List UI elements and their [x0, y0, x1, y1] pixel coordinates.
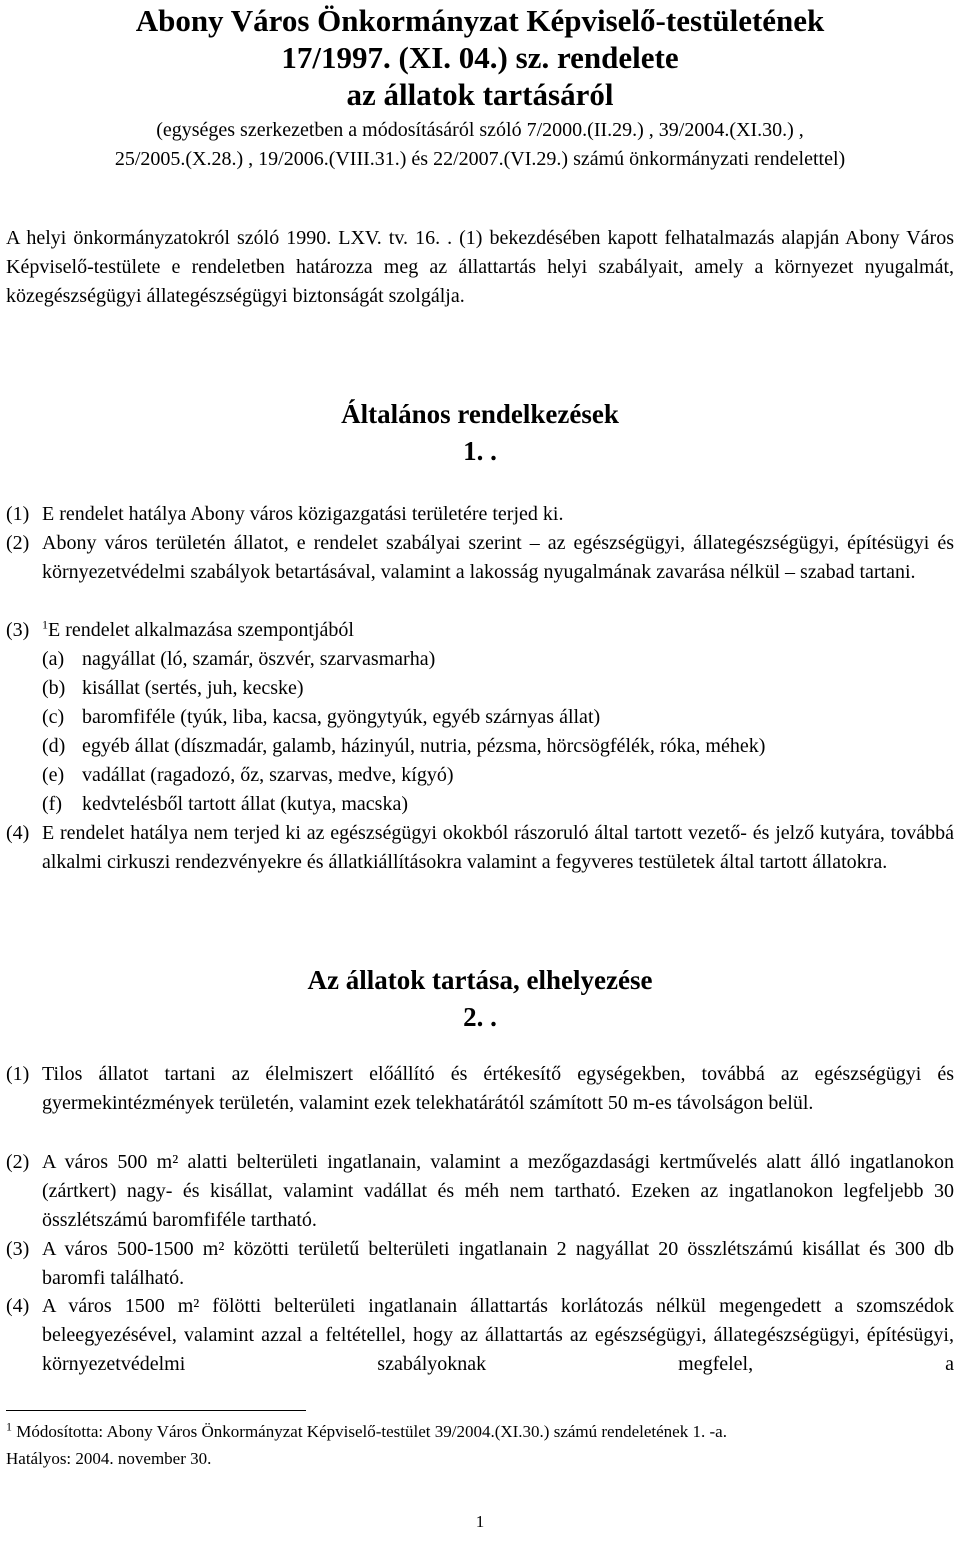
item-text: nagyállat (ló, szamár, öszvér, szarvasmarha) — [82, 648, 436, 670]
paragraph-number: (1) — [6, 503, 30, 525]
item-text: egyéb állat (díszmadár, galamb, házinyúl, nutria, pézsma, hörcsögfélék, róka, méhek) — [82, 735, 766, 757]
item-text: vadállat (ragadozó, őz, szarvas, medve, kígyó) — [82, 764, 454, 786]
s1-paragraph-4 — [6, 819, 954, 877]
page-number: 1 — [475, 1512, 485, 1531]
category-item-d — [42, 732, 765, 761]
title-line-3: az állatok tartásáról — [346, 77, 614, 112]
item-text: kisállat (sertés, juh, kecske) — [82, 677, 304, 699]
category-item-f — [42, 790, 408, 819]
title-line-1: Abony Város Önkormányzat Képviselő-testületének — [135, 3, 825, 38]
paragraph-text — [42, 616, 954, 645]
paragraph-text: Tilos állatot tartani az élelmiszert előállító és értékesítő egységekben, továbbá az egészségügyi és gyermekintézmények területén, valamint ezek telekhatárától számított 50 m-es távolságon belül. — [42, 1063, 954, 1114]
item-label: (d) — [42, 735, 66, 757]
paragraph-number: (4) — [6, 822, 30, 844]
item-label: (a) — [42, 648, 65, 670]
document-title — [0, 2, 960, 113]
paragraph-text: A város 1500 m² fölötti belterületi ingatlanain állattartás korlátozás nélkül megengedett a szomszédok beleegyezésével, valamint azzal a feltétellel, hogy az állattartás az egészségügyi, állategészségügyi, építésügyi, környezetvédelmi szabályoknak megfelel, a — [42, 1295, 954, 1375]
s2-paragraph-4 — [6, 1292, 954, 1379]
paragraph-text: Abony város területén állatot, e rendelet szabályai szerint – az egészségügyi, állategészségügyi, építésügyi és környezetvédelmi szabályok betartásával, valamint a lakosság nyugalmának zavarása nélkül – szabad tartani. — [42, 532, 954, 583]
s2-paragraph-2 — [6, 1148, 954, 1235]
footnote-line-1 — [6, 1418, 954, 1445]
section-1-heading: Általános rendelkezések — [341, 399, 619, 429]
paragraph-number: (3) — [6, 1238, 30, 1260]
category-item-b — [42, 674, 304, 703]
preamble: A helyi önkormányzatokról szóló 1990. LXV. tv. 16. . (1) bekezdésében kapott felhatalmazás alapján Abony Város Képviselő-testülete e rendeletben határozza meg az állattartás helyi szabályait, amely a környezet nyugalmát, közegészségügyi állategészségügyi biztonságát szolgálja. — [6, 227, 954, 307]
paragraph-number: (3) — [6, 619, 30, 641]
footnote-line-2: Hatályos: 2004. november 30. — [6, 1449, 212, 1468]
s2-paragraph-3 — [6, 1235, 954, 1293]
paragraph-text: A város 500 m² alatti belterületi ingatlanain, valamint a mezőgazdasági kertművelés alatt álló ingatlanokon (zártkert) nagy- és kisállat, valamint vadállat és méh nem tartható. Ezeken az ingatlanokon legfeljebb 30 összlétszámú baromfiféle tartható. — [42, 1151, 954, 1231]
section-2-number: 2. . — [463, 1002, 497, 1032]
category-item-e — [42, 761, 454, 790]
s1-paragraph-2 — [6, 529, 954, 587]
amendment-subtitle — [0, 116, 960, 174]
paragraph-text: E rendelet hatálya nem terjed ki az egészségügyi okokból rászoruló által tartott vezető- és jelző kutyára, továbbá alkalmi cirkuszi rendezvényekre és állatkiállításokra valamint a fegyveres testületek által tartott állatokra. — [42, 822, 954, 873]
footnote-reference[interactable]: 1 — [42, 617, 48, 632]
subtitle-line-1: (egységes szerkezetben a módosításáról szóló 7/2000.(II.29.) , 39/2004.(XI.30.) , — [156, 119, 804, 141]
paragraph-number: (1) — [6, 1063, 30, 1085]
s2-paragraph-1 — [6, 1060, 954, 1118]
paragraph-number: (2) — [6, 1151, 30, 1173]
item-label: (f) — [42, 793, 62, 815]
s1-paragraph-1 — [6, 500, 954, 529]
footnote — [6, 1418, 954, 1472]
paragraph-text: E rendelet hatálya Abony város közigazgatási területére terjed ki. — [42, 503, 564, 525]
footnote-separator — [6, 1410, 306, 1411]
paragraph-number: (4) — [6, 1295, 30, 1317]
category-item-a — [42, 645, 435, 674]
subtitle-line-2: 25/2005.(X.28.) , 19/2006.(VIII.31.) és 22/2007.(VI.29.) számú önkormányzati rendelettel) — [114, 148, 846, 170]
item-text: baromfiféle (tyúk, liba, kacsa, gyöngytyúk, egyéb szárnyas állat) — [82, 706, 601, 728]
paragraph-number: (2) — [6, 532, 30, 554]
title-line-2: 17/1997. (XI. 04.) sz. rendelete — [281, 40, 679, 75]
section-2-heading: Az állatok tartása, elhelyezése — [307, 965, 653, 995]
item-label: (c) — [42, 706, 65, 728]
item-label: (b) — [42, 677, 66, 699]
footnote-mark: 1 — [6, 1419, 12, 1434]
section-1-number: 1. . — [463, 436, 497, 466]
paragraph-text: A város 500-1500 m² közötti területű belterületi ingatlanain 2 nagyállat 20 összlétszámú kisállat és 300 db baromfi található. — [42, 1238, 954, 1289]
s1-paragraph-3 — [6, 616, 954, 645]
item-label: (e) — [42, 764, 65, 786]
paragraph-3-text: E rendelet alkalmazása szempontjából — [48, 619, 354, 641]
item-text: kedvtelésből tartott állat (kutya, macska) — [82, 793, 408, 815]
footnote-text: Módosította: Abony Város Önkormányzat Képviselő-testület 39/2004.(XI.30.) számú rendeletének 1. -a. — [16, 1422, 727, 1441]
category-item-c — [42, 703, 600, 732]
